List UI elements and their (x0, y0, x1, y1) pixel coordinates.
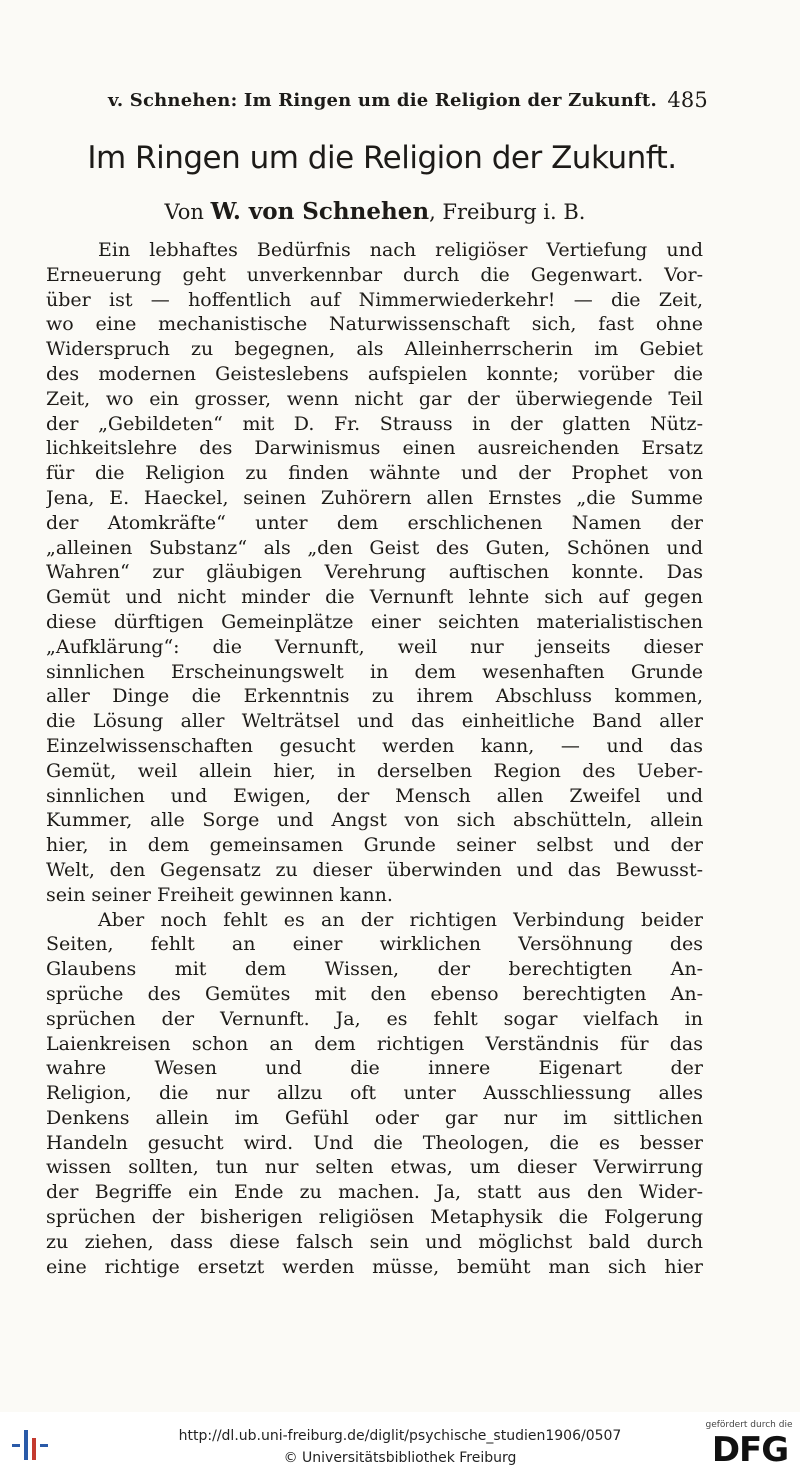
text-line: hier, in dem gemeinsamen Grunde seiner selbst und der (46, 834, 703, 857)
text-line: für die Religion zu finden wähnte und der Prophet von (46, 462, 703, 485)
dfg-tagline: gefördert durch die (705, 1420, 793, 1430)
text-line: Wahren“ zur gläubigen Verehrung auftischen konnte. Das (46, 561, 703, 584)
text-line: sinnlichen und Ewigen, der Mensch allen Zweifel und (46, 784, 703, 807)
text-line: wissen sollten, tun nur selten etwas, um dieser Verwirrung (46, 1156, 703, 1179)
text-line: zu ziehen, dass diese falsch sein und möglichst bald durch (46, 1230, 703, 1253)
author-name: W. von Schnehen (210, 198, 430, 225)
text-line: Aber noch fehlt es an der richtigen Verbindung beider (98, 908, 703, 931)
text-line: Denkens allein im Gefühl oder gar nur im sittlichen (46, 1106, 703, 1129)
text-line: Erneuerung geht unverkennbar durch die Gegenwart. Vor- (46, 263, 703, 286)
running-head (108, 90, 708, 120)
footer-bar (0, 1412, 800, 1472)
text-line: aller Dinge die Erkenntnis zu ihrem Abschluss kommen, (46, 685, 703, 708)
running-title: v. Schnehen: Im Ringen um die Religion der Zukunft. (108, 90, 657, 111)
text-line: Zeit, wo ein grosser, wenn nicht gar der überwiegende Teil (46, 387, 703, 410)
text-line: der Atomkräfte“ unter dem erschlichenen Namen der (46, 511, 703, 534)
text-line: sprüchen der bisherigen religiösen Metaphysik die Folgerung (46, 1206, 703, 1229)
text-line: wahre Wesen und die innere Eigenart der (46, 1057, 703, 1080)
source-url-link[interactable]: http://dl.ub.uni-freiburg.de/diglit/psychische_studien1906/0507 (178, 1428, 622, 1444)
text-line: Glaubens mit dem Wissen, der berechtigten An- (46, 958, 703, 981)
byline (0, 198, 750, 225)
text-line: sprüche des Gemütes mit den ebenso berechtigten An- (46, 982, 703, 1005)
text-line: Widerspruch zu begegnen, als Alleinherrscherin im Gebiet (46, 338, 703, 361)
dfg-logo (702, 1420, 796, 1470)
text-line: diese dürftigen Gemeinplätze einer seichten materialistischen (46, 610, 703, 633)
text-line: Kummer, alle Sorge und Angst von sich abschütteln, allein (46, 809, 703, 832)
byline-affiliation: , Freiburg i. B. (429, 200, 586, 224)
text-line: des modernen Geisteslebens aufspielen konnte; vorüber die (46, 362, 703, 385)
text-line: sprüchen der Vernunft. Ja, es fehlt sogar vielfach in (46, 1007, 703, 1030)
text-line: Seiten, fehlt an einer wirklichen Versöhnung des (46, 933, 703, 956)
text-line: über ist — hoffentlich auf Nimmerwiederkehr! — die Zeit, (46, 288, 703, 311)
text-line: Handeln gesucht wird. Und die Theologen, die es besser (46, 1131, 703, 1154)
text-line: Ein lebhaftes Bedürfnis nach religiöser Vertiefung und (98, 239, 703, 261)
dfg-logo-text: DFG (711, 1430, 789, 1470)
article-body (46, 238, 703, 1279)
copyright-notice: © Universitätsbibliothek Freiburg (283, 1450, 517, 1466)
text-line: die Lösung aller Welträtsel und das einheitliche Band aller (46, 710, 703, 733)
text-line: wo eine mechanistische Naturwissenschaft sich, fast ohne (46, 313, 703, 336)
text-line: eine richtige ersetzt werden müsse, bemüht man sich hier (46, 1255, 703, 1278)
text-line: Religion, die nur allzu oft unter Ausschliessung alles (46, 1082, 703, 1105)
text-line: der Begriffe ein Ende zu machen. Ja, statt aus den Wider- (46, 1181, 703, 1204)
text-line: Gemüt, weil allein hier, in derselben Region des Ueber- (46, 759, 703, 782)
text-line: Welt, den Gegensatz zu dieser überwinden und das Bewusst- (46, 858, 703, 881)
byline-prefix: Von (164, 200, 204, 224)
text-line: sinnlichen Erscheinungswelt in dem wesenhaften Grunde (46, 660, 703, 683)
text-line: „Aufklärung“: die Vernunft, weil nur jenseits dieser (46, 635, 703, 658)
text-line: „alleinen Substanz“ als „den Geist des Guten, Schönen und (46, 536, 703, 559)
article-title: Im Ringen um die Religion der Zukunft. (87, 140, 677, 176)
text-line: Jena, E. Haeckel, seinen Zuhörern allen Ernstes „die Summe (46, 486, 703, 509)
text-line: Laienkreisen schon an dem richtigen Verständnis für das (46, 1032, 703, 1055)
page-number: 485 (667, 88, 708, 112)
text-line: sein seiner Freiheit gewinnen kann. (46, 883, 393, 906)
text-line: lichkeitslehre des Darwinismus einen ausreichenden Ersatz (46, 437, 703, 460)
text-line: Gemüt und nicht minder die Vernunft lehnte sich auf gegen (46, 586, 703, 609)
text-line: der „Gebildeten“ mit D. Fr. Strauss in der glatten Nütz- (46, 412, 703, 435)
text-line: Einzelwissenschaften gesucht werden kann, — und das (46, 734, 703, 757)
